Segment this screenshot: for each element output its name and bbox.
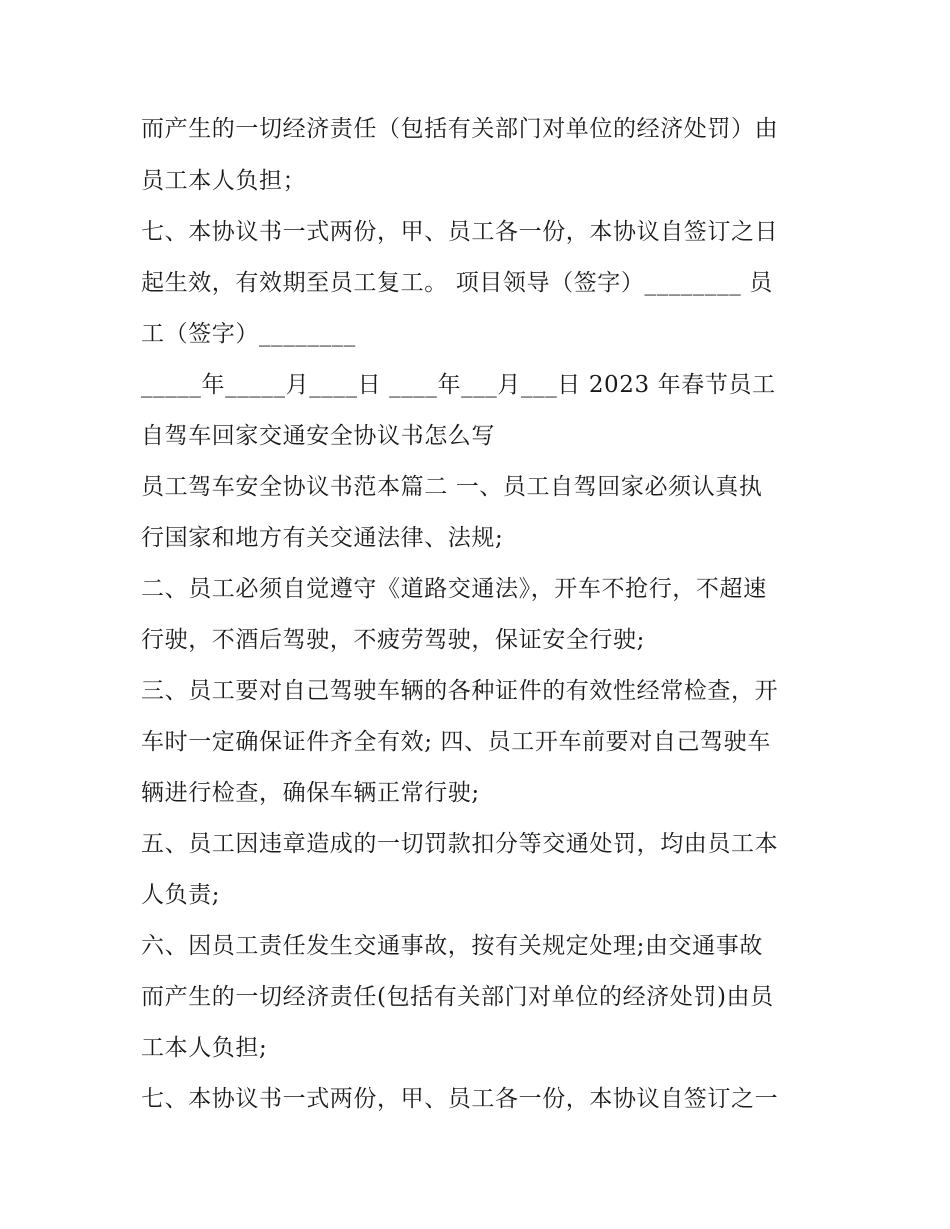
paragraph-line: 二、员工必须自觉遵守《道路交通法》，开车不抢行，不超速	[141, 576, 767, 602]
paragraph-line: 车时一定确保证件齐全有效; 四、员工开车前要对自己驾驶车	[141, 729, 771, 755]
paragraph-line: 工本人负担;	[141, 1035, 268, 1061]
paragraph-line: 而产生的一切经济责任（包括有关部门对单位的经济处罚）由	[141, 116, 779, 142]
paragraph-line: 七、本协议书一式两份，甲、员工各一份，本协议自签订之一	[141, 1086, 779, 1112]
paragraph-line: 工（签字）________	[141, 321, 356, 347]
paragraph-line: 起生效，有效期至员工复工。 项目领导（签字）________ 员	[141, 270, 773, 296]
paragraph-line: 行国家和地方有关交通法律、法规;	[141, 525, 504, 551]
paragraph-line: 人负责;	[141, 882, 221, 908]
paragraph-line: 员工驾车安全协议书范本篇二 一、员工自驾回家必须认真执	[141, 474, 763, 500]
paragraph-line: 而产生的一切经济责任(包括有关部门对单位的经济处罚)由员	[141, 984, 774, 1010]
paragraph-line: 自驾车回家交通安全协议书怎么写	[141, 423, 495, 449]
paragraph-line: 六、因员工责任发生交通事故，按有关规定处理;由交通事故	[141, 933, 763, 959]
paragraph-line: 辆进行检查，确保车辆正常行驶;	[141, 780, 480, 806]
paragraph-line: 员工本人负担；	[141, 168, 307, 194]
paragraph-line: 五、员工因违章造成的一切罚款扣分等交通处罚，均由员工本	[141, 831, 779, 857]
paragraph-line: 三、员工要对自己驾驶车辆的各种证件的有效性经常检查，开	[141, 678, 779, 704]
paragraph-line: 七、本协议书一式两份，甲、员工各一份，本协议自签订之日	[141, 219, 779, 245]
paragraph-line: _____年_____月____日 ____年___月___日 2023 年春节员工	[141, 372, 776, 398]
paragraph-line: 行驶，不酒后驾驶，不疲劳驾驶，保证安全行驶;	[141, 627, 645, 653]
